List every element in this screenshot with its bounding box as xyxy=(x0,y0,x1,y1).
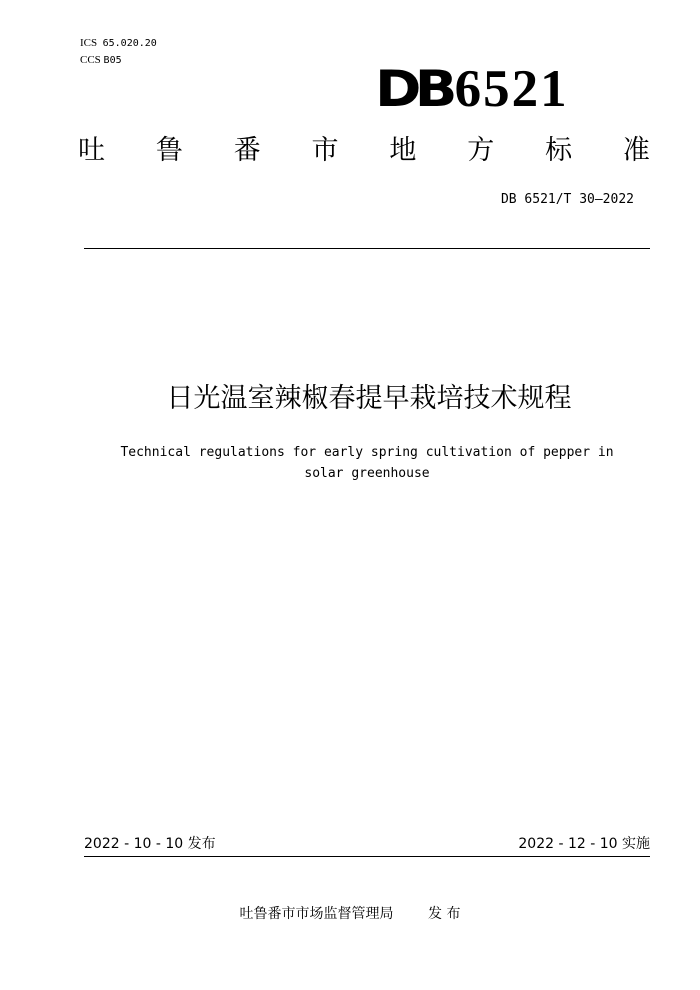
standard-type-char: 吐 xyxy=(78,135,105,166)
standard-number: DB 6521/T 30—2022 xyxy=(500,192,634,207)
ics-code xyxy=(80,36,157,51)
ics-value: 65.020.20 xyxy=(102,38,157,49)
db-standard-logo xyxy=(375,58,569,118)
standard-type-heading xyxy=(78,134,650,168)
standard-type-char: 准 xyxy=(622,135,650,166)
document-title-english xyxy=(90,442,644,484)
db-code: 6521 xyxy=(454,60,569,118)
issuing-authority xyxy=(0,904,700,924)
english-title-line: solar greenhouse xyxy=(304,466,430,481)
standard-type-char: 番 xyxy=(233,135,261,166)
english-title-line: Technical regulations for early spring cultivation of pepper in xyxy=(120,445,614,460)
ccs-label: CCS xyxy=(80,54,101,66)
implementation-date: 2022 - 12 - 10 实施 xyxy=(518,836,650,852)
standard-type-char: 地 xyxy=(389,135,417,166)
db-prefix: DB xyxy=(375,60,451,118)
ccs-value: B05 xyxy=(103,55,122,66)
document-title-chinese: 日光温室辣椒春提早栽培技术规程 xyxy=(166,383,572,414)
top-divider xyxy=(84,248,650,249)
ics-label: ICS xyxy=(80,37,98,49)
issue-date: 2022 - 10 - 10 发布 xyxy=(84,836,216,852)
issuer-action: 发 布 xyxy=(428,906,461,922)
bottom-divider xyxy=(84,856,650,857)
standard-type-char: 标 xyxy=(545,135,573,166)
standard-type-char: 市 xyxy=(311,135,339,166)
ccs-code xyxy=(80,53,122,68)
standard-type-char: 鲁 xyxy=(155,135,183,166)
issuer-name: 吐鲁番市市场监督管理局 xyxy=(239,906,394,922)
standard-type-char: 方 xyxy=(467,135,495,166)
